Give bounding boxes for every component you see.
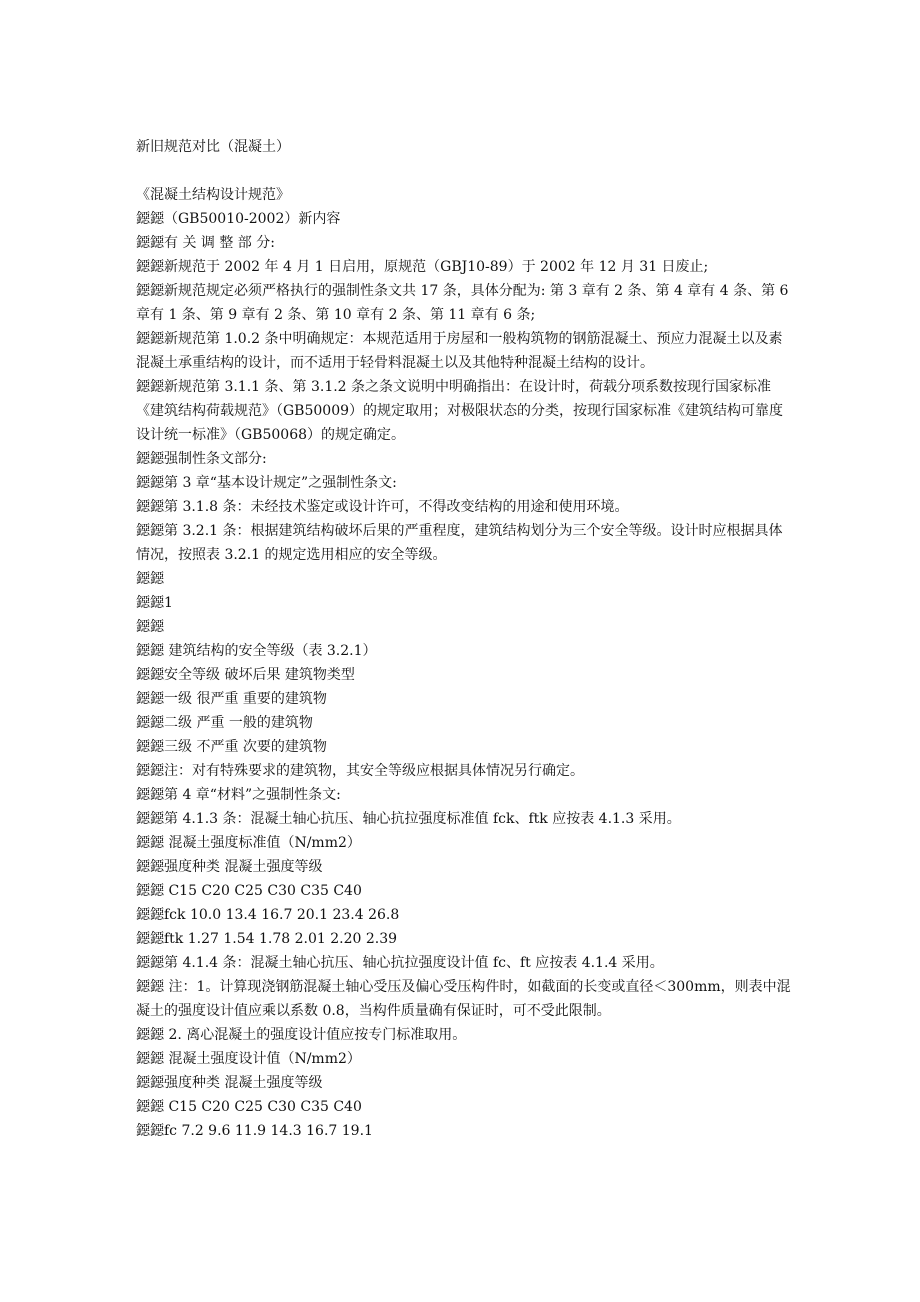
- text-line: 鐚鐚新规范第 1.0.2 条中明确规定：本规范适用于房屋和一般构筑物的钢筋混凝土、预应力混凝土以及素混凝土承重结构的设计，而不适用于轻骨料混凝土以及其他特种混凝土结构的设计。: [136, 331, 783, 371]
- note-text: 鐚鐚 2. 离心混凝土的强度设计值应按专门标准取用。: [136, 1027, 467, 1043]
- table-row: 鐚鐚 C15 C20 C25 C30 C35 C40: [136, 1099, 362, 1115]
- table-row: 鐚鐚一级 很严重 重要的建筑物: [136, 691, 327, 707]
- text-line: 鐚鐚（GB50010-2002）新内容: [136, 211, 341, 227]
- table-caption: 鐚鐚 混凝土强度标准值（N/mm2）: [136, 835, 361, 851]
- table-row: 鐚鐚fck 10.0 13.4 16.7 20.1 23.4 26.8: [136, 907, 400, 923]
- section-heading: 鐚鐚强制性条文部分:: [136, 451, 267, 467]
- table-row: 鐚鐚强度种类 混凝土强度等级: [136, 859, 323, 875]
- table-row: 鐚鐚ftk 1.27 1.54 1.78 2.01 2.20 2.39: [136, 931, 398, 947]
- table-row: 鐚鐚 C15 C20 C25 C30 C35 C40: [136, 883, 362, 899]
- table-row: 鐚鐚安全等级 破坏后果 建筑物类型: [136, 667, 355, 683]
- text-line: 鐚鐚新规范于 2002 年 4 月 1 日启用，原规范（GBJ10-89）于 2002 年 12 月 31 日废止;: [136, 259, 709, 275]
- table-caption: 鐚鐚 建筑结构的安全等级（表 3.2.1）: [136, 643, 377, 659]
- text-line: 鐚鐚: [136, 619, 164, 635]
- table-row: 鐚鐚强度种类 混凝土强度等级: [136, 1075, 323, 1091]
- table-row: 鐚鐚三级 不严重 次要的建筑物: [136, 739, 327, 755]
- clause-text: 鐚鐚第 4.1.4 条：混凝土轴心抗压、轴心抗拉强度设计值 fc、ft 应按表 4.1.4 采用。: [136, 955, 664, 971]
- clause-text: 鐚鐚第 3.1.8 条：未经技术鉴定或设计许可，不得改变结构的用途和使用环境。: [136, 499, 629, 515]
- table-row: 鐚鐚二级 严重 一般的建筑物: [136, 715, 313, 731]
- note-text: 鐚鐚注：对有特殊要求的建筑物，其安全等级应根据具体情况另行确定。: [136, 763, 584, 779]
- text-line: 鐚鐚新规范第 3.1.1 条、第 3.1.2 条之条文说明中明确指出：在设计时，荷载分项系数按现行国家标准《建筑结构荷载规范》（GB50009）的规定取用；对极限状态的分类，按现行国家标准《建筑结构可靠度设计统一标准》（GB50068）的规定确定。: [136, 379, 784, 443]
- text-line: 鐚鐚有 关 调 整 部 分:: [136, 235, 275, 251]
- chapter-heading: 鐚鐚第 4 章“材料”之强制性条文:: [136, 787, 341, 803]
- clause-text: 鐚鐚第 4.1.3 条：混凝土轴心抗压、轴心抗拉强度标准值 fck、ftk 应按表 4.1.3 采用。: [136, 811, 681, 827]
- table-caption: 鐚鐚 混凝土强度设计值（N/mm2）: [136, 1051, 361, 1067]
- chapter-heading: 鐚鐚第 3 章“基本设计规定”之强制性条文:: [136, 475, 397, 491]
- clause-text: 鐚鐚第 3.2.1 条：根据建筑结构破坏后果的严重程度，建筑结构划分为三个安全等级。设计时应根据具体情况，按照表 3.2.1 的规定选用相应的安全等级。: [136, 523, 783, 563]
- text-line: 鐚鐚: [136, 571, 164, 587]
- note-text: 鐚鐚 注：1。计算现浇钢筋混凝土轴心受压及偏心受压构件时，如截面的长变或直径＜300mm，则表中混凝土的强度设计值应乘以系数 0.8，当构件质量确有保证时，可不受此限制。: [136, 979, 791, 1019]
- document-body: [136, 135, 796, 1143]
- spec-title: 《混凝土结构设计规范》: [136, 187, 290, 203]
- table-row: 鐚鐚fc 7.2 9.6 11.9 14.3 16.7 19.1: [136, 1123, 373, 1139]
- text-line: 鐚鐚1: [136, 595, 173, 611]
- text-line: 鐚鐚新规范规定必须严格执行的强制性条文共 17 条，具体分配为: 第 3 章有 2 条、第 4 章有 4 条、第 6 章有 1 条、第 9 章有 2 条、第 10 章有 2 条、第 11 章有 6 条;: [136, 283, 793, 323]
- document-title: 新旧规范对比（混凝土）: [136, 139, 290, 155]
